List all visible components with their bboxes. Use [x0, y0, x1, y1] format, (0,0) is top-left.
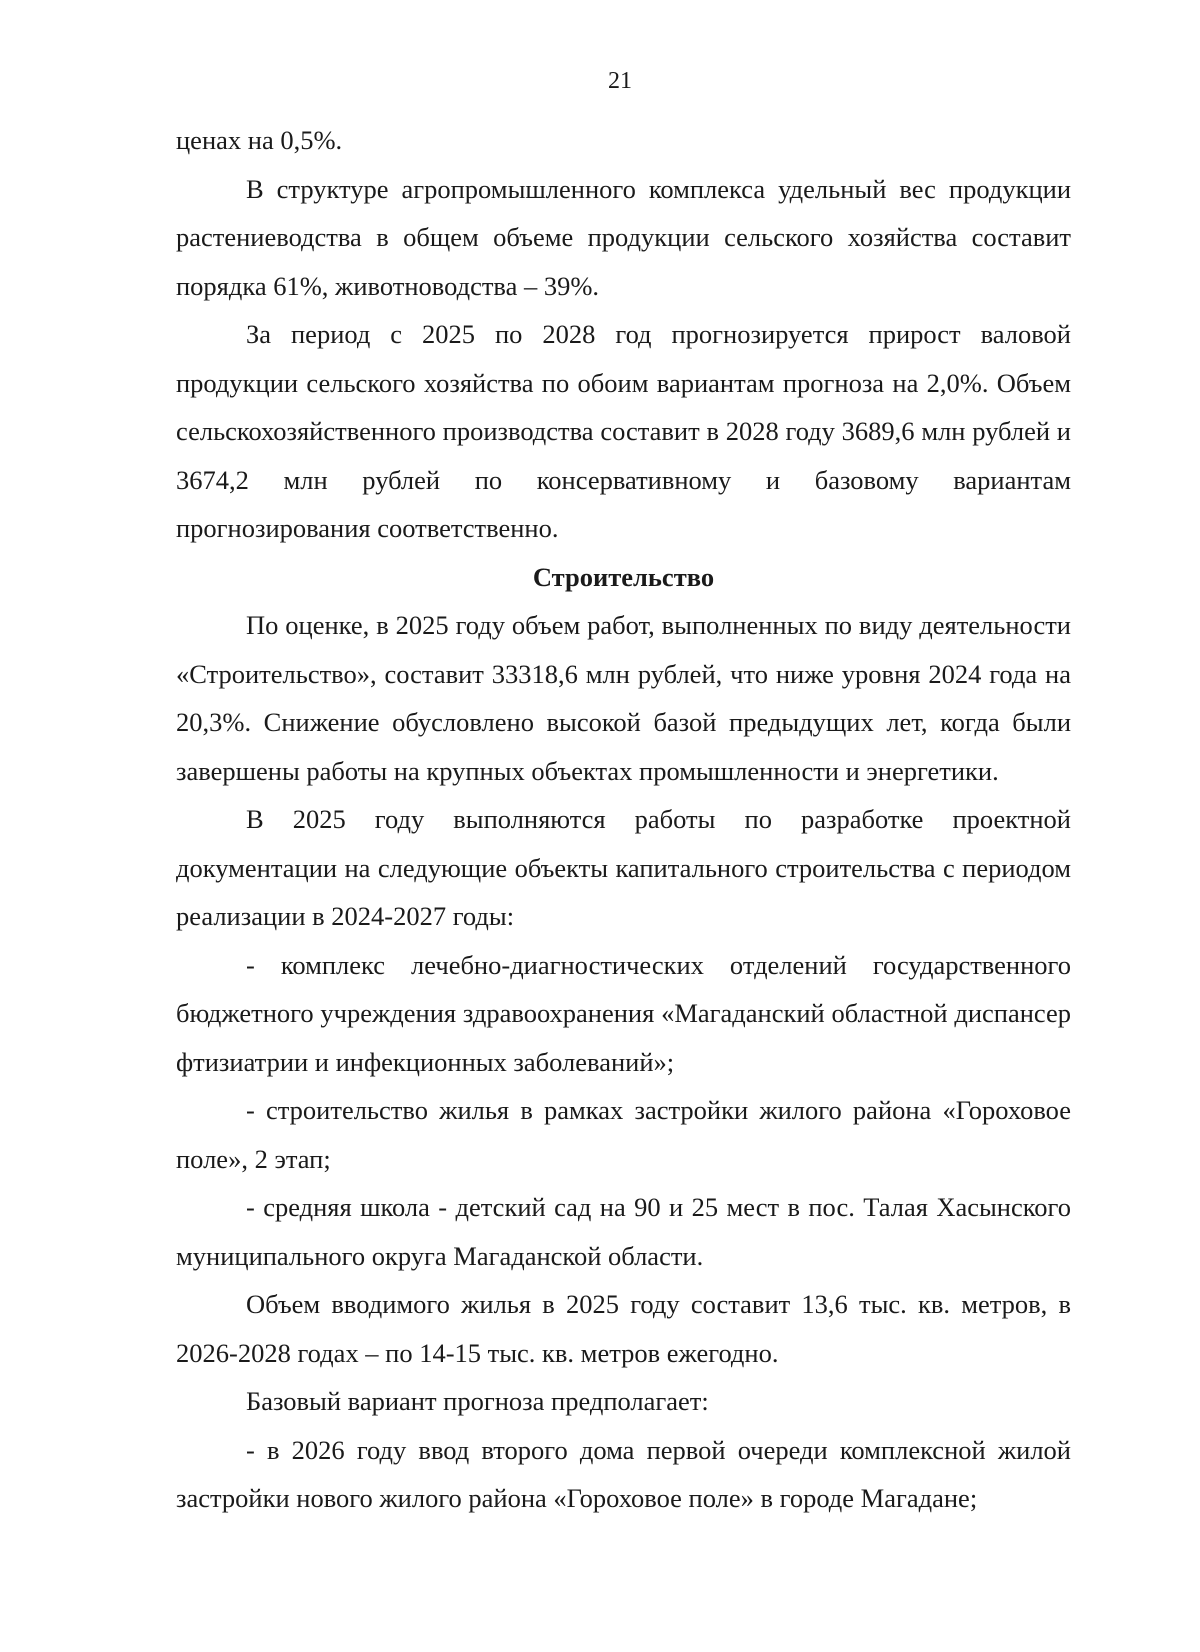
list-item-housing: - строительство жилья в рамках застройки жилого района «Гороховое поле», 2 этап;	[176, 1095, 1071, 1174]
paragraph-agro-structure: В структуре агропромышленного комплекса удельный вес продукции растениеводства в общем объеме продукции сельского хозяйства составит порядка 61%, животноводства – 39%.	[176, 173, 1071, 301]
section-heading-construction: Строительство	[532, 561, 715, 592]
paragraph-construction-estimate: По оценке, в 2025 году объем работ, выполненных по виду деятельности «Строительство», составит 33318,6 млн рублей, что ниже уровня 2024 года на 20,3%. Снижение обусловлено высокой базой предыдущих лет, когда были завершены работы на крупных объектах промышленности и энергетики.	[176, 610, 1071, 786]
paragraph-continuation: ценах на 0,5%.	[176, 125, 343, 155]
list-item-clinic-complex: - комплекс лечебно-диагностических отделений государственного бюджетного учреждения здравоохранения «Магаданский областной диспансер фтизиатрии и инфекционных заболеваний»;	[176, 949, 1071, 1077]
document-body	[176, 116, 1071, 1523]
page-number: 21	[608, 68, 632, 94]
paragraph-agro-forecast: За период с 2025 по 2028 год прогнозируется прирост валовой продукции сельского хозяйства по обоим вариантам прогноза на 2,0%. Объем сельскохозяйственного производства составит в 2028 году 3689,6 млн рублей и 3674,2 млн рублей по консервативному и базовому вариантам прогнозирования соответственно.	[176, 319, 1071, 543]
paragraph-base-scenario: Базовый вариант прогноза предполагает:	[246, 1386, 709, 1416]
list-item-school: - средняя школа - детский сад на 90 и 25 мест в пос. Талая Хасынского муниципального округа Магаданской области.	[176, 1192, 1071, 1271]
paragraph-design-works: В 2025 году выполняются работы по разработке проектной документации на следующие объекты капитального строительства с периодом реализации в 2024-2027 годы:	[176, 804, 1071, 931]
paragraph-housing-volume: Объем вводимого жилья в 2025 году составит 13,6 тыс. кв. метров, в 2026-2028 годах – по 14-15 тыс. кв. метров ежегодно.	[176, 1289, 1071, 1368]
list-item-second-house: - в 2026 году ввод второго дома первой очереди комплексной жилой застройки нового жилого района «Гороховое поле» в городе Магадане;	[176, 1434, 1071, 1513]
